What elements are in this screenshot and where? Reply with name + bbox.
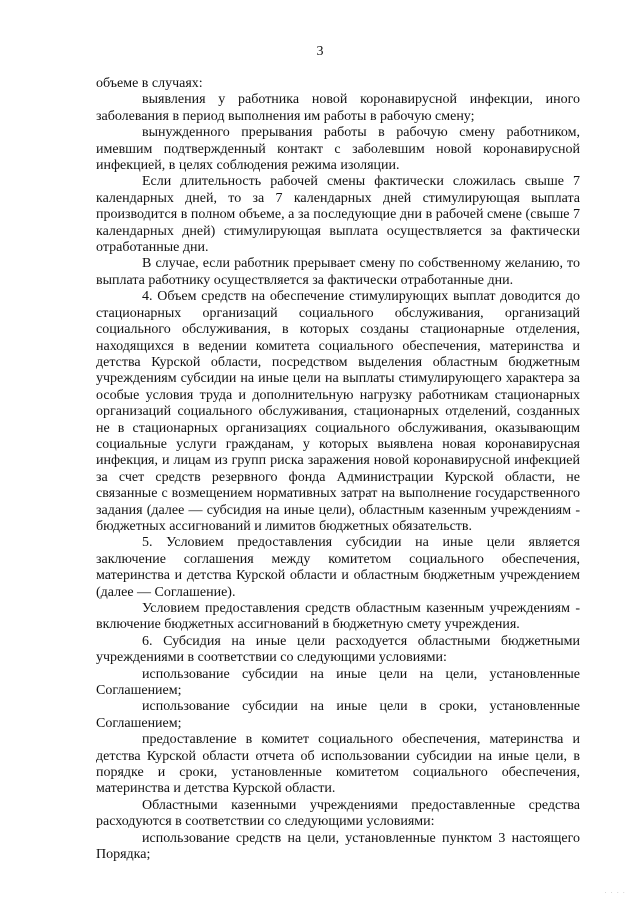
paragraph-item-5-treasury: Условием предоставления средств областным казенным учреждениям - включение бюджетных ассигнований в бюджетную смету учреждения. (96, 601, 580, 633)
paragraph-voluntary-interrupt: В случае, если работник прерывает смену по собственному желанию, то выплата работнику осуществляется за фактически отработанные дни. (96, 256, 580, 288)
paragraph-condition-report: предоставление в комитет социального обеспечения, материнства и детства Курской области отчета об использовании субсидии на иные цели, в порядке и сроки, установленные комитетом социального обеспечения, материнства и детства Курской области. (96, 732, 580, 797)
paragraph-item-4: 4. Объем средств на обеспечение стимулирующих выплат доводится до стационарных организаций социального обслуживания, организаций социального обслуживания, в которых созданы стационарные отделения, находящихся в ведении комитета социального обеспечения, материнства и детства Курской области, посредством выделения областным бюджетным учреждениям субсидии на иные цели на выплаты стимулирующего характера за особые условия труда и дополнительную нагрузку работникам стационарных организаций социального обслуживания, стационарных отделений, созданных не в стационарных организациях социального обслуживания, оказывающим социальные услуги гражданам, у которых выявлена новая коронавирусная инфекция, и лицам из групп риска заражения новой коронавирусной инфекцией за счет средств резервного фонда Администрации Курской области, не связанные с возмещением нормативных затрат на выполнение государственного задания (далее — субсидия на иные цели), областным казенным учреждениям - бюджетных ассигнований и лимитов бюджетных обязательств. (96, 289, 580, 534)
paragraph-condition-terms: использование субсидии на иные цели в сроки, установленные Соглашением; (96, 699, 580, 731)
document-body (96, 76, 580, 864)
paragraph-case-contact: вынужденного прерывания работы в рабочую смену работником, имевшим подтвержденный контакт с заболевшим новой коронавирусной инфекцией, в целях соблюдения режима изоляции. (96, 125, 580, 174)
paragraph-item-5: 5. Условием предоставления субсидии на иные цели является заключение соглашения между комитетом социального обеспечения, материнства и детства Курской области и областным бюджетным учреждением (далее — Соглашение). (96, 535, 580, 600)
paragraph-condition-purpose: использование субсидии на иные цели на цели, установленные Соглашением; (96, 666, 580, 699)
paragraph-shift-duration: Если длительность рабочей смены фактически сложилась свыше 7 календарных дней, то за 7 календарных дней стимулирующая выплата производится в полном объеме, а за последующие дни в рабочей смене (свыше 7 календарных дней) стимулирующая выплата осуществляется за фактически отработанные дни. (96, 174, 580, 256)
paragraph-case-infection: выявления у работника новой коронавирусной инфекции, иного заболевания в период выполнения им работы в рабочую смену; (96, 92, 580, 124)
paragraph-continuation: объеме в случаях: (96, 76, 203, 91)
page-number: 3 (316, 44, 324, 59)
paragraph-item-6: 6. Субсидия на иные цели расходуется областными бюджетными учреждениями в соответствии со следующими условиями: (96, 633, 580, 666)
paragraph-treasury-conditions: Областными казенными учреждениями предоставленные средства расходуются в соответствии со следующими условиями: (96, 797, 580, 830)
scan-noise: · · · · (604, 889, 626, 897)
paragraph-treasury-purpose: использование средств на цели, установленные пунктом 3 настоящего Порядка; (96, 830, 580, 863)
